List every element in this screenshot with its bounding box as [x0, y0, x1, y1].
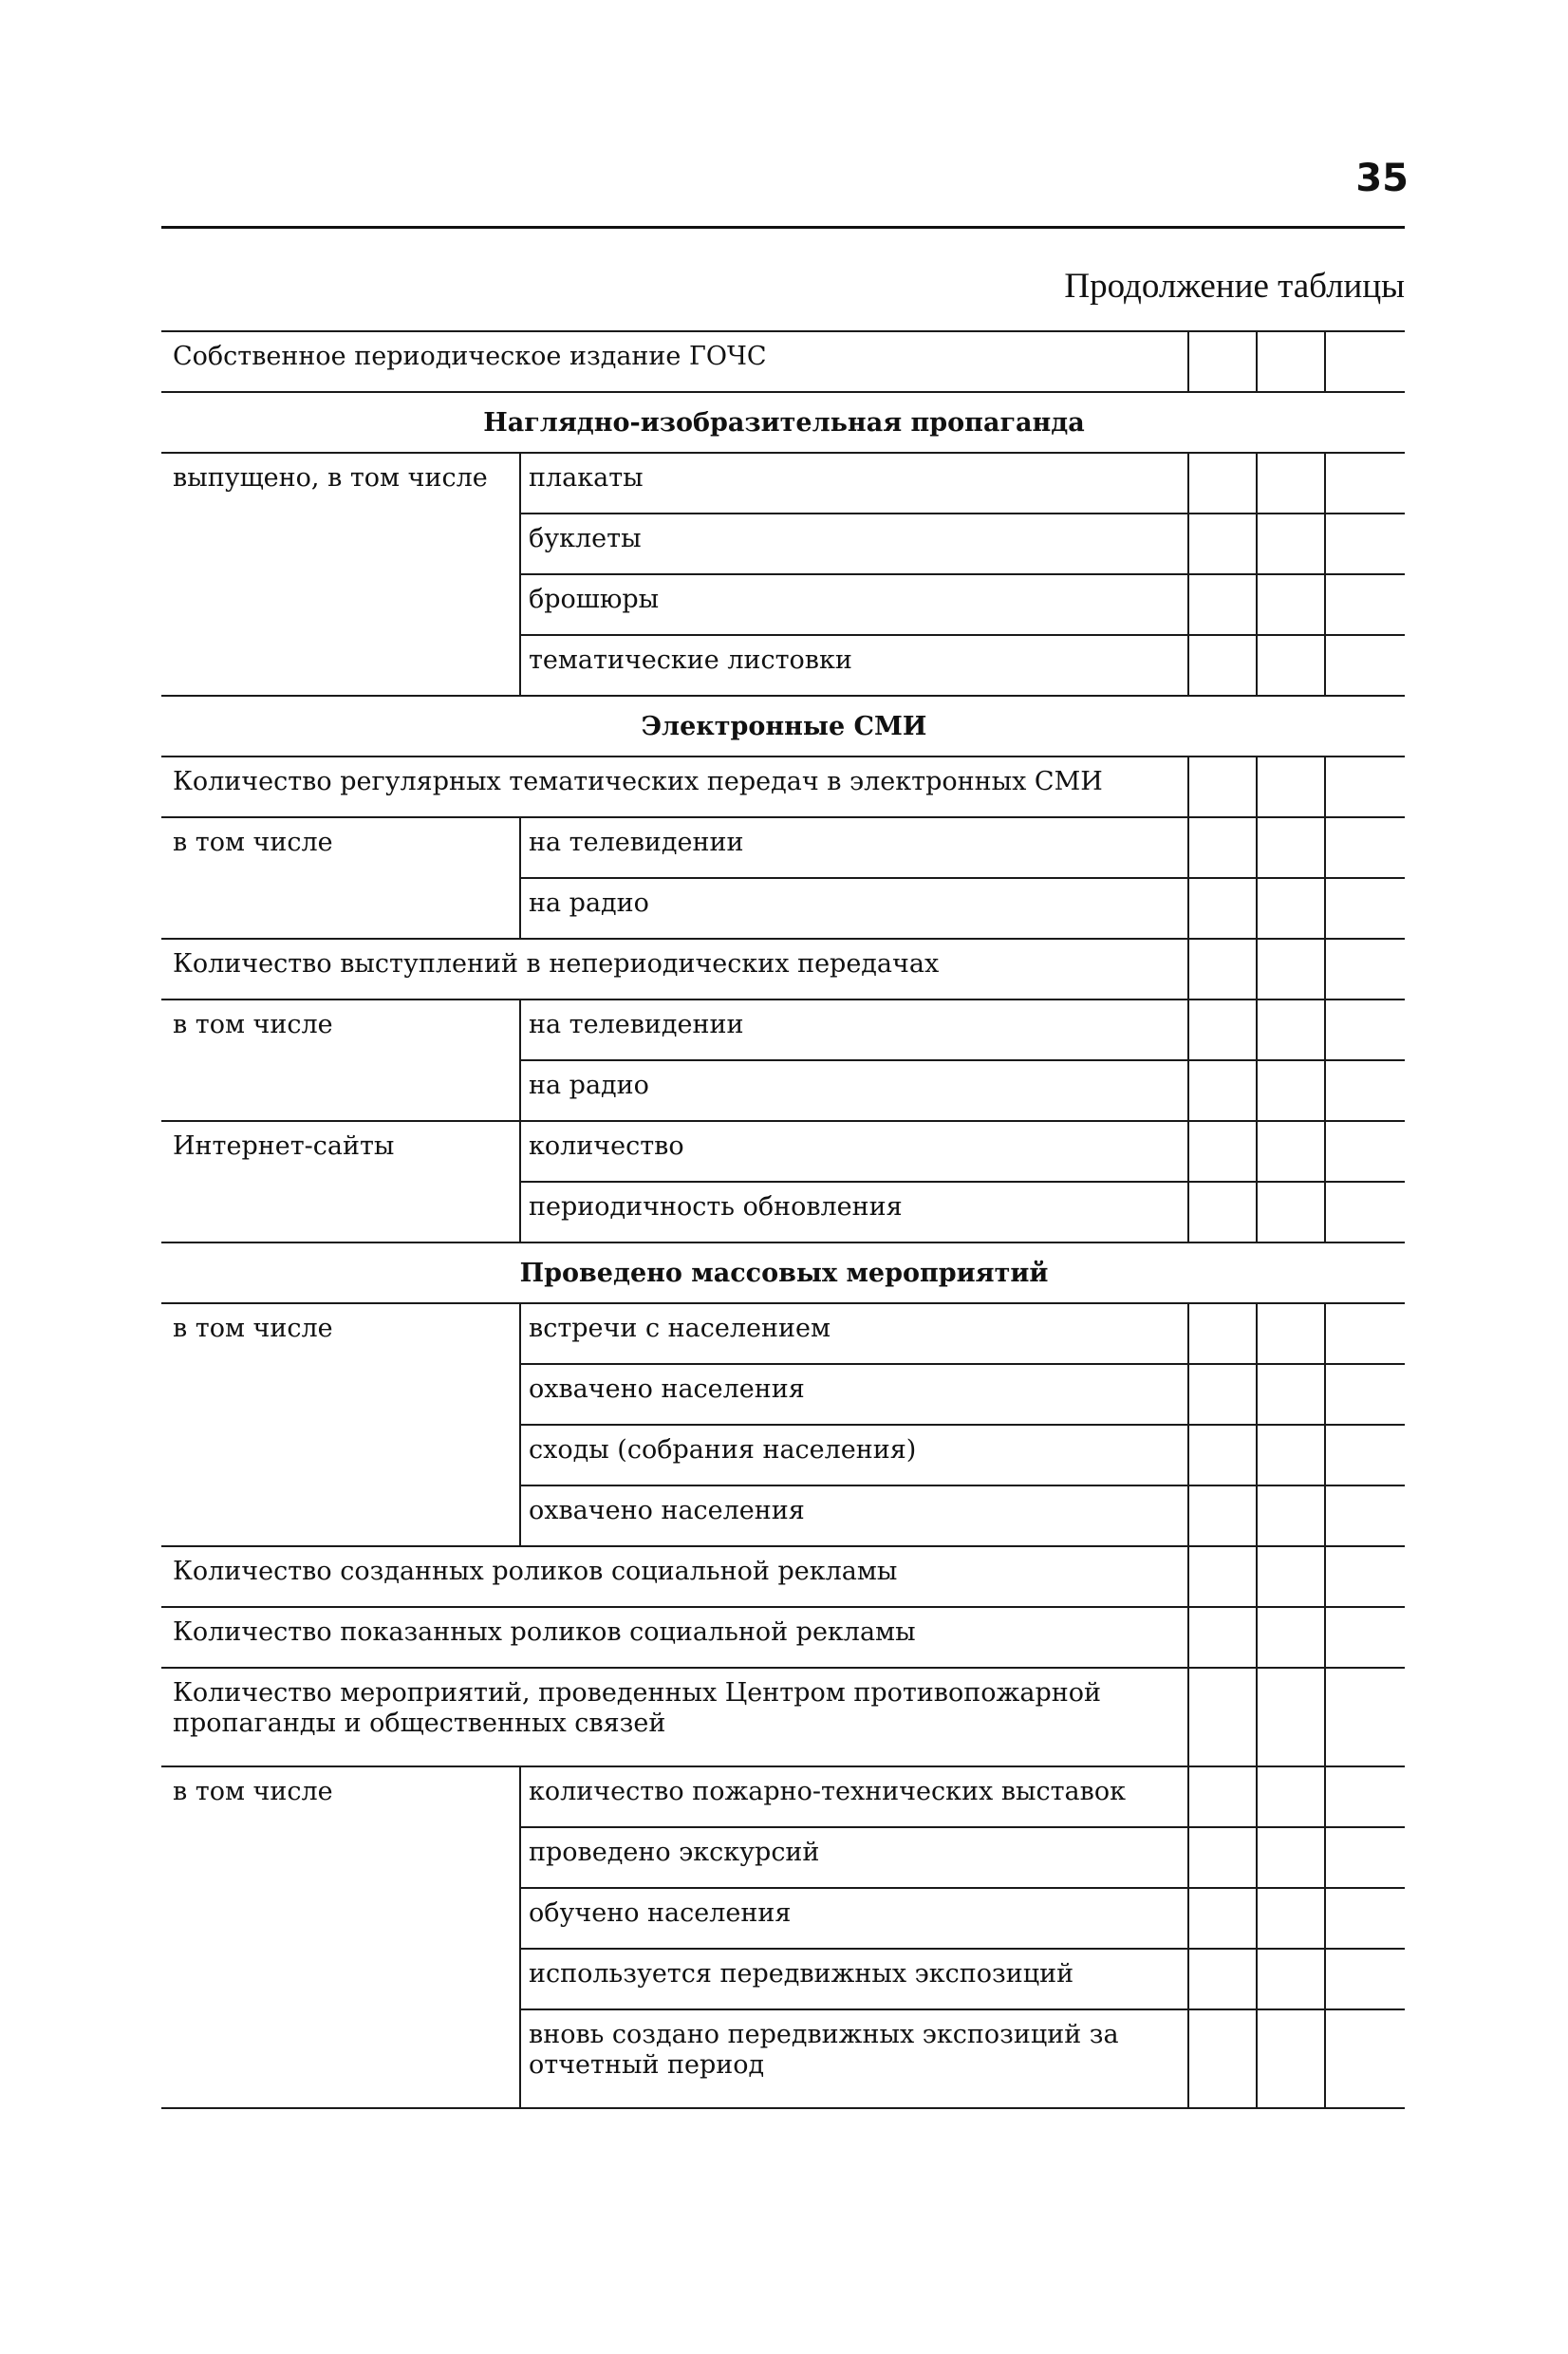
section-header: Наглядно-изобразительная пропаганда	[161, 392, 1405, 453]
table-row	[161, 1668, 1405, 1766]
value-cell	[1325, 1668, 1405, 1766]
value-cell	[1188, 878, 1257, 939]
value-cell	[1188, 514, 1257, 574]
value-cell	[1325, 635, 1405, 696]
value-cell	[1257, 331, 1325, 392]
header-rule	[161, 226, 1405, 229]
value-cell	[1325, 1303, 1405, 1364]
subrow-label: вновь создано передвижных экспозиций за отчетный период	[520, 2009, 1188, 2108]
value-cell	[1325, 1425, 1405, 1485]
subrow-label: брошюры	[520, 574, 1188, 635]
value-cell	[1257, 878, 1325, 939]
value-cell	[1188, 1766, 1257, 1827]
table-row	[161, 939, 1405, 1000]
value-cell	[1188, 574, 1257, 635]
section-header-row	[161, 1242, 1405, 1303]
subrow-label: периодичность обновления	[520, 1182, 1188, 1242]
value-cell	[1325, 1766, 1405, 1827]
section-header-row	[161, 392, 1405, 453]
value-cell	[1188, 1888, 1257, 1949]
subrow-label: обучено населения	[520, 1888, 1188, 1949]
value-cell	[1188, 1485, 1257, 1546]
value-cell	[1188, 1060, 1257, 1121]
value-cell	[1325, 574, 1405, 635]
report-table	[161, 330, 1405, 2109]
table-row	[161, 1303, 1405, 1364]
value-cell	[1325, 1949, 1405, 2009]
value-cell	[1257, 1182, 1325, 1242]
value-cell	[1188, 1607, 1257, 1668]
subrow-label: тематические листовки	[520, 635, 1188, 696]
value-cell	[1257, 1607, 1325, 1668]
table-row	[161, 757, 1405, 817]
value-cell	[1257, 1949, 1325, 2009]
value-cell	[1325, 1485, 1405, 1546]
value-cell	[1257, 817, 1325, 878]
value-cell	[1325, 1827, 1405, 1888]
value-cell	[1257, 939, 1325, 1000]
value-cell	[1257, 1364, 1325, 1425]
group-label: в том числе	[161, 1303, 520, 1546]
value-cell	[1257, 1827, 1325, 1888]
subrow-label: сходы (собрания населения)	[520, 1425, 1188, 1485]
table-row	[161, 1000, 1405, 1060]
value-cell	[1188, 1182, 1257, 1242]
subrow-label: на телевидении	[520, 1000, 1188, 1060]
subrow-label: плакаты	[520, 453, 1188, 514]
value-cell	[1325, 757, 1405, 817]
value-cell	[1188, 1546, 1257, 1607]
value-cell	[1325, 1121, 1405, 1182]
table-row	[161, 331, 1405, 392]
row-label: Количество регулярных тематических передач в электронных СМИ	[161, 757, 1188, 817]
value-cell	[1257, 453, 1325, 514]
value-cell	[1188, 939, 1257, 1000]
value-cell	[1257, 1766, 1325, 1827]
value-cell	[1188, 1668, 1257, 1766]
section-header: Электронные СМИ	[161, 696, 1405, 757]
value-cell	[1325, 817, 1405, 878]
value-cell	[1188, 2009, 1257, 2108]
section-header-row	[161, 696, 1405, 757]
value-cell	[1257, 1303, 1325, 1364]
page-number: 35	[1355, 157, 1409, 200]
table-row	[161, 1607, 1405, 1668]
table-row	[161, 453, 1405, 514]
value-cell	[1325, 453, 1405, 514]
value-cell	[1257, 2009, 1325, 2108]
group-label: Интернет-сайты	[161, 1121, 520, 1242]
value-cell	[1325, 1607, 1405, 1668]
group-label: выпущено, в том числе	[161, 453, 520, 696]
value-cell	[1188, 1827, 1257, 1888]
value-cell	[1325, 1546, 1405, 1607]
report-table-body	[161, 331, 1405, 2108]
subrow-label: количество пожарно-технических выставок	[520, 1766, 1188, 1827]
subrow-label: на радио	[520, 878, 1188, 939]
value-cell	[1257, 1060, 1325, 1121]
subrow-label: охвачено населения	[520, 1364, 1188, 1425]
value-cell	[1257, 635, 1325, 696]
value-cell	[1188, 1425, 1257, 1485]
value-cell	[1188, 757, 1257, 817]
value-cell	[1257, 574, 1325, 635]
value-cell	[1188, 635, 1257, 696]
value-cell	[1257, 1888, 1325, 1949]
value-cell	[1325, 878, 1405, 939]
row-label: Количество выступлений в непериодических передачах	[161, 939, 1188, 1000]
subrow-label: встречи с населением	[520, 1303, 1188, 1364]
value-cell	[1257, 1000, 1325, 1060]
group-label: в том числе	[161, 1000, 520, 1121]
row-label: Количество мероприятий, проведенных Центром противопожарной пропаганды и общественных связей	[161, 1668, 1188, 1766]
value-cell	[1257, 1668, 1325, 1766]
table-caption: Продолжение таблицы	[1064, 267, 1405, 306]
value-cell	[1325, 1000, 1405, 1060]
subrow-label: охвачено населения	[520, 1485, 1188, 1546]
group-label: в том числе	[161, 1766, 520, 2108]
value-cell	[1257, 1425, 1325, 1485]
value-cell	[1325, 939, 1405, 1000]
row-label: Количество показанных роликов социальной рекламы	[161, 1607, 1188, 1668]
value-cell	[1257, 1485, 1325, 1546]
value-cell	[1325, 1060, 1405, 1121]
value-cell	[1257, 1546, 1325, 1607]
value-cell	[1325, 2009, 1405, 2108]
section-header: Проведено массовых мероприятий	[161, 1242, 1405, 1303]
row-label: Количество созданных роликов социальной рекламы	[161, 1546, 1188, 1607]
group-label: в том числе	[161, 817, 520, 939]
row-label: Собственное периодическое издание ГОЧС	[161, 331, 1188, 392]
subrow-label: буклеты	[520, 514, 1188, 574]
value-cell	[1257, 757, 1325, 817]
value-cell	[1325, 1364, 1405, 1425]
value-cell	[1188, 1000, 1257, 1060]
value-cell	[1188, 817, 1257, 878]
subrow-label: проведено экскурсий	[520, 1827, 1188, 1888]
subrow-label: на радио	[520, 1060, 1188, 1121]
value-cell	[1257, 1121, 1325, 1182]
value-cell	[1188, 1121, 1257, 1182]
value-cell	[1188, 1364, 1257, 1425]
subrow-label: на телевидении	[520, 817, 1188, 878]
table-row	[161, 817, 1405, 878]
table-row	[161, 1121, 1405, 1182]
value-cell	[1257, 514, 1325, 574]
value-cell	[1325, 514, 1405, 574]
value-cell	[1188, 331, 1257, 392]
subrow-label: количество	[520, 1121, 1188, 1182]
value-cell	[1325, 1888, 1405, 1949]
subrow-label: используется передвижных экспозиций	[520, 1949, 1188, 2009]
value-cell	[1188, 1303, 1257, 1364]
value-cell	[1188, 1949, 1257, 2009]
value-cell	[1325, 1182, 1405, 1242]
value-cell	[1188, 453, 1257, 514]
value-cell	[1325, 331, 1405, 392]
table-row	[161, 1546, 1405, 1607]
table-row	[161, 1766, 1405, 1827]
